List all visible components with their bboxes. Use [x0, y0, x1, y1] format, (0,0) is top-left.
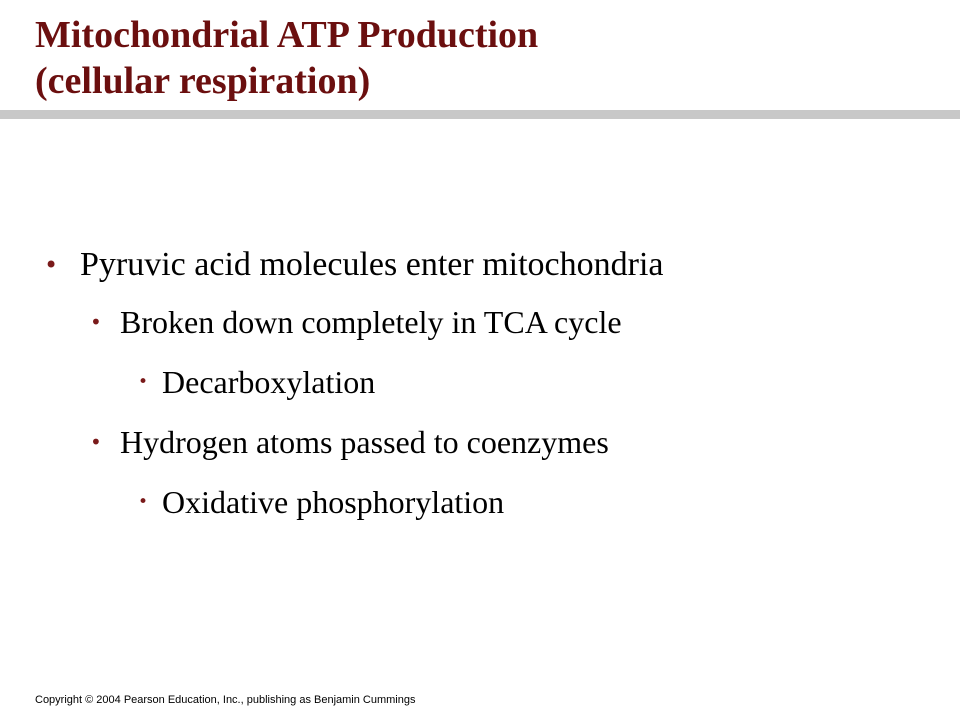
bullet-item-pyruvic-acid [44, 238, 960, 292]
bullet-text: Hydrogen atoms passed to coenzymes [120, 424, 609, 460]
bullet-icon: • [138, 372, 149, 392]
bullet-item-tca-cycle [90, 292, 960, 352]
slide-title [35, 12, 538, 104]
bullet-item-oxidative-phosphorylation [138, 472, 960, 532]
title-divider [0, 110, 960, 119]
title-line-1: Mitochondrial ATP Production [35, 14, 539, 56]
bullet-text: Oxidative phosphorylation [162, 484, 505, 520]
bullet-icon: • [138, 492, 149, 512]
title-line-2: (cellular respiration) [35, 60, 371, 102]
bullet-icon: • [90, 310, 102, 334]
bullet-text: Pyruvic acid molecules enter mitochondria [80, 246, 664, 283]
bullet-list [0, 238, 960, 532]
bullet-icon: • [90, 430, 102, 454]
bullet-icon: • [44, 251, 59, 279]
bullet-item-decarboxylation [138, 352, 960, 412]
bullet-text: Broken down completely in TCA cycle [120, 304, 622, 340]
bullet-text: Decarboxylation [162, 364, 376, 400]
bullet-item-hydrogen-atoms [90, 412, 960, 472]
copyright-notice: Copyright © 2004 Pearson Education, Inc., publishing as Benjamin Cummings [35, 694, 416, 706]
